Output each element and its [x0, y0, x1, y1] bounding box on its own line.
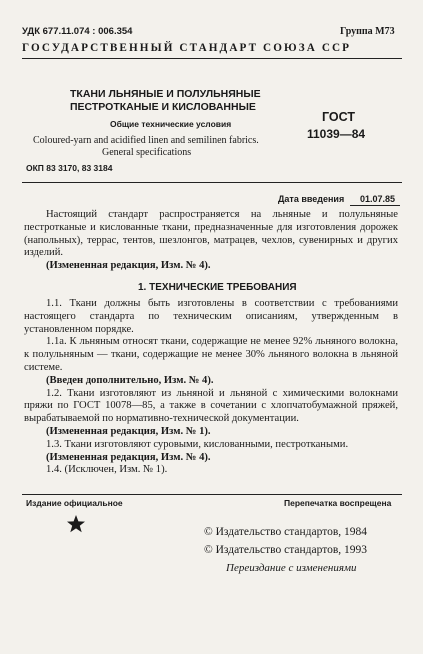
group-code: Группа М73 — [340, 26, 395, 37]
copyright-1993: © Издательство стандартов, 1993 — [204, 544, 368, 556]
title-subtitle: Общие технические условия — [110, 119, 232, 129]
section-title: 1. ТЕХНИЧЕСКИЕ ТРЕБОВАНИЯ — [138, 282, 297, 293]
title-english-2: General specifications — [102, 147, 192, 158]
gost-label: ГОСТ — [322, 110, 355, 124]
clause-1-2-note: (Измененная редакция, Изм. № 1). — [46, 425, 211, 437]
header-rule — [22, 58, 402, 59]
clause-1-2: 1.2. Ткани изготовляют из льняной и льняной с химическими волокнами пряжи по ГОСТ 10078—85, а также в сочетании с хлопчатобумажной пряжей, вырабатываемой по нормативно-технической документации. — [24, 387, 398, 425]
clause-1-3-note: (Измененная редакция, Изм. № 4). — [46, 451, 211, 463]
clause-1-4: 1.4. (Исключен, Изм. № 1). — [46, 464, 168, 476]
intro-amendment: (Измененная редакция, Изм. № 4). — [46, 260, 211, 272]
intro-date-label: Дата введения — [278, 194, 345, 204]
okp-code: ОКП 83 3170, 83 3184 — [26, 163, 113, 173]
title-line-2: ПЕСТРОТКАНЫЕ И КИСЛОВАННЫЕ — [70, 101, 256, 113]
title-rule — [22, 182, 402, 183]
clause-1-3: 1.3. Ткани изготовляют суровыми, кислованными, пестроткаными. — [46, 438, 349, 450]
intro-text-block — [24, 209, 398, 273]
footer-rule — [22, 494, 402, 495]
clauses-block — [24, 298, 398, 477]
intro-paragraph: Настоящий стандарт распространяется на льняные и полульняные пестротканые и кислованные ткани, предназначенные для изготовления дорожек (напольных), террас, тентов, шезлонгов, матрацев, чехлов, сувенирных и других изделий. — [24, 209, 398, 259]
star-icon — [66, 514, 86, 534]
reprint-notice: Перепечатка воспрещена — [284, 498, 392, 508]
clause-1-1a-note: (Введен дополнительно, Изм. № 4). — [46, 374, 214, 386]
udk-code: УДК 677.11.074 : 006.354 — [22, 26, 133, 37]
reissue-note: Переиздание с изменениями — [226, 562, 357, 574]
intro-date-value: 01.07.85 — [360, 194, 396, 204]
copyright-1984: © Издательство стандартов, 1984 — [204, 526, 368, 538]
standard-banner: ГОСУДАРСТВЕННЫЙ СТАНДАРТ СОЮЗА ССР — [22, 42, 352, 54]
clause-1-1: 1.1. Ткани должны быть изготовлены в соответствии с требованиями настоящего стандарта по техническим описаниям, утвержденным в установленном порядке. — [24, 298, 398, 335]
date-underline — [350, 205, 400, 206]
title-english-1: Coloured-yarn and acidified linen and semilinen fabrics. — [33, 135, 259, 146]
title-line-1: ТКАНИ ЛЬНЯНЫЕ И ПОЛУЛЬНЯНЫЕ — [70, 88, 261, 100]
gost-number: 11039—84 — [307, 127, 366, 141]
official-edition: Издание официальное — [26, 498, 123, 508]
clause-1-1a: 1.1а. К льняным относят ткани, содержащие не менее 92% льняного волокна, к полульняным — ткани, содержащие не менее 30% льняного волокна в льняной системе. — [24, 336, 398, 373]
